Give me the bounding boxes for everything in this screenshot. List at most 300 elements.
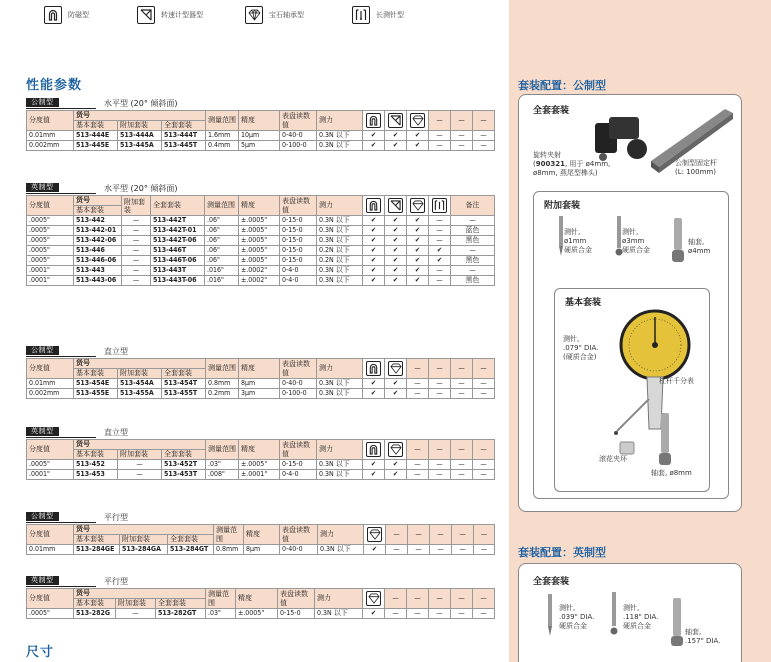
- anti-magnetic-icon: [366, 442, 381, 457]
- table-cell: 0-15-0: [280, 246, 317, 256]
- header-addon: 附加套装: [122, 196, 151, 216]
- table-cell: .0005": [27, 226, 74, 236]
- table-cell: ±.0005": [239, 226, 280, 236]
- table-cell: ±.0001": [239, 470, 280, 480]
- table-cell: —: [118, 470, 162, 480]
- caption-line: 测针,: [623, 604, 640, 612]
- inch-full-set-title: 全套套装: [533, 577, 570, 587]
- table-cell: 0.3N 以下: [318, 545, 364, 555]
- table-cell: 513-442-06: [74, 236, 122, 246]
- table-cell: .0001": [27, 276, 74, 286]
- header-range: 测量范围: [214, 525, 244, 545]
- header-full: 全套套装: [168, 535, 214, 545]
- caption-line: .157" DIA.: [685, 637, 721, 645]
- table-cell: 513-454A: [118, 379, 162, 389]
- anti-magnetic-icon: [366, 113, 381, 128]
- header-dash: —: [429, 359, 451, 379]
- table-row: [27, 460, 495, 470]
- table-cell: 0-4-0: [280, 266, 317, 276]
- table-cell: ✔: [364, 545, 386, 555]
- section-metric-vertical: [26, 344, 495, 399]
- section-title: 平行型: [104, 577, 128, 586]
- table-cell: ±.0005": [239, 236, 280, 246]
- caption-line: 轴套,: [688, 238, 705, 246]
- caption-line: 硬质合金: [564, 246, 592, 254]
- section-title: 平行型: [104, 513, 128, 522]
- table-cell: 0.3N 以下: [317, 460, 363, 470]
- basic-set-title: 基本套装: [565, 298, 602, 308]
- table-cell: ±.0005": [239, 246, 280, 256]
- table-cell: .0005": [27, 256, 74, 266]
- header-accuracy: 精度: [239, 440, 280, 460]
- table-cell: —: [452, 545, 474, 555]
- table-cell: 513-444A: [118, 131, 162, 141]
- table-cell: ✔: [385, 216, 407, 226]
- section-tag: 公制型: [26, 512, 59, 521]
- header-full: 全套套装: [151, 196, 205, 216]
- table-row: [27, 131, 495, 141]
- basic-set-panel: [554, 288, 710, 492]
- header-basic: 基本套装: [74, 599, 116, 609]
- table-cell: 513-445E: [74, 141, 118, 151]
- header-part-no: 货号: [74, 196, 122, 206]
- header-basic: 基本套装: [74, 535, 120, 545]
- table-cell: ✔: [385, 131, 407, 141]
- jewel-bearing-icon: [367, 527, 382, 542]
- table-cell: —: [451, 266, 495, 276]
- header-part-no: 货号: [74, 440, 206, 450]
- table-cell: 513-284GA: [120, 545, 168, 555]
- table-cell: 黑色: [451, 256, 495, 266]
- table-cell: 3μm: [239, 389, 280, 399]
- table-cell: 513-455A: [118, 389, 162, 399]
- header-dash: —: [451, 111, 473, 131]
- table-cell: ✔: [363, 246, 385, 256]
- table-cell: 513-284GE: [74, 545, 120, 555]
- section-title: 水平型 (20° 倾斜面): [104, 184, 178, 193]
- table-cell: ✔: [363, 470, 385, 480]
- header-range: 测量范围: [206, 359, 239, 379]
- header-dash: —: [429, 111, 451, 131]
- clamp-caption-line: ø8mm, 燕尾型榫头): [533, 169, 598, 177]
- header-force: 测力: [317, 359, 363, 379]
- legend-item-long-stylus: [352, 6, 404, 24]
- clamp-caption-line: , 用于 ø4mm,: [564, 160, 611, 168]
- table-cell: ✔: [407, 236, 429, 246]
- clamp-caption-paren: (: [533, 160, 536, 168]
- header-anti-magnetic: [363, 196, 385, 216]
- header-dash: —: [473, 111, 495, 131]
- table-cell: 513-443T: [151, 266, 205, 276]
- spec-table: [26, 110, 495, 151]
- table-cell: —: [473, 389, 495, 399]
- header-part-no: 货号: [74, 111, 206, 121]
- table-cell: —: [451, 460, 473, 470]
- table-cell: ✔: [385, 470, 407, 480]
- table-row: [27, 609, 495, 619]
- clamp-caption-line: 旋转夹射: [533, 151, 561, 159]
- table-cell: ✔: [363, 226, 385, 236]
- header-rotating: [385, 196, 407, 216]
- header-resolution: 分度值: [27, 525, 74, 545]
- table-cell: —: [408, 545, 430, 555]
- table-cell: 10μm: [239, 131, 280, 141]
- table-cell: —: [429, 470, 451, 480]
- table-cell: 0-40-0: [280, 545, 318, 555]
- section-inch-parallel: [26, 574, 495, 619]
- header-range: 测量范围: [206, 440, 239, 460]
- table-cell: —: [473, 460, 495, 470]
- header-reading: 表盘读数值: [280, 440, 317, 460]
- caption-line: 硬质合金: [623, 622, 651, 630]
- header-dash: —: [385, 589, 407, 609]
- table-cell: 513-445T: [162, 141, 206, 151]
- jewel-bearing-icon: [366, 591, 381, 606]
- feature-legend: [44, 4, 424, 26]
- header-dash: —: [407, 589, 429, 609]
- header-resolution: 分度值: [27, 589, 74, 609]
- rod-caption-line: (L: 100mm): [675, 168, 716, 176]
- table-cell: .03": [206, 609, 236, 619]
- header-accuracy: 精度: [239, 196, 280, 216]
- table-cell: 0-15-0: [280, 256, 317, 266]
- table-cell: ✔: [429, 246, 451, 256]
- header-range: 测量范围: [206, 111, 239, 131]
- legend-label: 宝石轴承型: [269, 11, 304, 19]
- caption-line: (硬质合金): [563, 353, 597, 361]
- table-cell: —: [451, 131, 473, 141]
- table-cell: ✔: [363, 389, 385, 399]
- header-dash: —: [407, 359, 429, 379]
- table-cell: 8μm: [244, 545, 280, 555]
- table-cell: —: [429, 266, 451, 276]
- rod-caption: [675, 159, 717, 177]
- table-cell: —: [407, 379, 429, 389]
- table-cell: —: [122, 246, 151, 256]
- header-reading: 表盘读数值: [280, 111, 317, 131]
- table-cell: ✔: [407, 226, 429, 236]
- table-row: [27, 246, 495, 256]
- table-cell: —: [473, 470, 495, 480]
- header-jewel: [363, 589, 385, 609]
- header-force: 测力: [317, 111, 363, 131]
- table-cell: 513-454T: [162, 379, 206, 389]
- table-cell: 0.2N 以下: [317, 246, 363, 256]
- header-dash: —: [429, 440, 451, 460]
- header-basic: 基本套装: [74, 206, 122, 216]
- table-cell: 513-446-06: [74, 256, 122, 266]
- anti-magnetic-icon: [44, 6, 62, 24]
- caption-line: ø1mm: [564, 237, 587, 245]
- table-cell: ±.0002": [239, 276, 280, 286]
- table-cell: 513-445A: [118, 141, 162, 151]
- header-jewel: [407, 196, 429, 216]
- section-metric-parallel: [26, 510, 495, 555]
- table-cell: 513-442T-01: [151, 226, 205, 236]
- table-row: [27, 379, 495, 389]
- table-cell: 0.3N 以下: [315, 609, 363, 619]
- table-cell: ✔: [407, 276, 429, 286]
- header-full: 全套套装: [162, 121, 206, 131]
- table-cell: 513-454E: [74, 379, 118, 389]
- table-cell: 0.2mm: [206, 389, 239, 399]
- table-cell: 513-443: [74, 266, 122, 276]
- caption-line: ø3mm: [622, 237, 645, 245]
- header-resolution: 分度值: [27, 440, 74, 460]
- lever-indicator-caption: 杠杆千分表: [659, 377, 694, 385]
- table-cell: .06": [205, 256, 239, 266]
- header-part-no: 货号: [74, 589, 206, 599]
- section-inch-horizontal: [26, 181, 495, 286]
- header-dash: —: [408, 525, 430, 545]
- table-cell: —: [451, 389, 473, 399]
- section-tag: 公制型: [26, 346, 59, 355]
- table-cell: 0-15-0: [280, 236, 317, 246]
- table-cell: ✔: [385, 379, 407, 389]
- sleeve-157-caption: [685, 628, 720, 646]
- legend-item-rotating: [137, 6, 203, 24]
- table-cell: —: [473, 379, 495, 389]
- header-jewel: [364, 525, 386, 545]
- table-cell: —: [118, 460, 162, 470]
- caption-line: 硬质合金: [559, 622, 587, 630]
- header-part-no: 货号: [74, 359, 206, 369]
- table-cell: ✔: [363, 609, 385, 619]
- header-rotating: [385, 111, 407, 131]
- table-cell: .016": [205, 276, 239, 286]
- table-cell: 513-455T: [162, 389, 206, 399]
- full-set-title: 全套套装: [533, 106, 570, 116]
- table-cell: 513-446T-06: [151, 256, 205, 266]
- header-dash: —: [429, 589, 451, 609]
- table-cell: 0.3N 以下: [317, 266, 363, 276]
- header-force: 测力: [317, 440, 363, 460]
- table-row: [27, 266, 495, 276]
- table-cell: —: [429, 460, 451, 470]
- table-cell: 0-4-0: [280, 470, 317, 480]
- header-range: 测量范围: [206, 589, 236, 609]
- table-cell: ✔: [385, 460, 407, 470]
- table-cell: 0.2N 以下: [317, 256, 363, 266]
- section-tag: 英制型: [26, 427, 59, 436]
- table-cell: 513-282G: [74, 609, 116, 619]
- table-cell: ✔: [385, 256, 407, 266]
- table-cell: ✔: [385, 389, 407, 399]
- table-cell: 0.8mm: [206, 379, 239, 389]
- table-cell: .0001": [27, 266, 74, 276]
- addon-set-panel: [533, 191, 729, 499]
- header-accuracy: 精度: [239, 359, 280, 379]
- caption-line: 轴套,: [685, 628, 702, 636]
- table-row: [27, 226, 495, 236]
- table-row: [27, 389, 495, 399]
- table-cell: —: [122, 236, 151, 246]
- header-reading: 表盘读数值: [278, 589, 315, 609]
- header-basic: 基本套装: [74, 450, 118, 460]
- table-cell: 513-452T: [162, 460, 206, 470]
- anti-magnetic-icon: [366, 361, 381, 376]
- table-cell: 513-444T: [162, 131, 206, 141]
- table-cell: ✔: [407, 256, 429, 266]
- inch-set-panel: [518, 563, 742, 662]
- header-accuracy: 精度: [239, 111, 280, 131]
- sleeve-157-image: [669, 598, 685, 648]
- table-cell: .06": [205, 216, 239, 226]
- table-cell: .0001": [27, 470, 74, 480]
- table-cell: —: [473, 141, 495, 151]
- table-cell: ✔: [363, 131, 385, 141]
- header-anti-magnetic: [363, 359, 385, 379]
- probe-caption: [563, 335, 598, 362]
- table-cell: 0.3N 以下: [317, 236, 363, 246]
- header-dash: —: [474, 525, 495, 545]
- rotating-clamp-icon: [388, 113, 403, 128]
- legend-label: 防磁型: [68, 11, 89, 19]
- table-row: [27, 276, 495, 286]
- table-cell: —: [451, 379, 473, 389]
- header-long-stylus: [429, 196, 451, 216]
- table-cell: ✔: [385, 141, 407, 151]
- stylus-039-caption: [559, 604, 594, 631]
- table-row: [27, 141, 495, 151]
- header-force: 测力: [317, 196, 363, 216]
- table-cell: 蓝色: [451, 226, 495, 236]
- table-cell: ✔: [385, 236, 407, 246]
- spec-table: [26, 358, 495, 399]
- header-dash: —: [473, 359, 495, 379]
- table-row: [27, 545, 495, 555]
- table-cell: 5μm: [239, 141, 280, 151]
- table-cell: 513-442: [74, 216, 122, 226]
- table-cell: 0-40-0: [280, 131, 317, 141]
- table-cell: ✔: [407, 266, 429, 276]
- header-dash: —: [473, 440, 495, 460]
- table-cell: 0-4-0: [280, 276, 317, 286]
- table-cell: ✔: [363, 379, 385, 389]
- table-cell: ✔: [363, 256, 385, 266]
- header-addon: 附加套装: [118, 450, 162, 460]
- section-tag: 英制型: [26, 183, 59, 192]
- table-cell: 0.3N 以下: [317, 379, 363, 389]
- header-basic: 基本套装: [74, 369, 118, 379]
- table-cell: —: [429, 276, 451, 286]
- table-cell: ✔: [407, 216, 429, 226]
- table-cell: —: [451, 216, 495, 226]
- header-anti-magnetic: [363, 440, 385, 460]
- rotating-clamp-icon: [137, 6, 155, 24]
- table-cell: 0.002mm: [27, 389, 74, 399]
- table-cell: ✔: [363, 141, 385, 151]
- header-part-no: 货号: [74, 525, 214, 535]
- table-cell: 513-446: [74, 246, 122, 256]
- section-tag: 公制型: [26, 98, 59, 107]
- header-dash: —: [451, 589, 473, 609]
- table-cell: .03": [206, 460, 239, 470]
- table-cell: 513-452: [74, 460, 118, 470]
- table-cell: 0-100-0: [280, 141, 317, 151]
- header-dash: —: [430, 525, 452, 545]
- table-cell: —: [473, 609, 495, 619]
- table-cell: 0-15-0: [280, 460, 317, 470]
- table-cell: —: [122, 256, 151, 266]
- table-cell: ✔: [363, 266, 385, 276]
- stylus-3mm-caption: [622, 228, 650, 255]
- table-cell: 513-453: [74, 470, 118, 480]
- header-addon: 附加套装: [118, 121, 162, 131]
- table-cell: —: [451, 141, 473, 151]
- section-tag: 英制型: [26, 576, 59, 585]
- header-force: 测力: [315, 589, 363, 609]
- header-jewel: [385, 359, 407, 379]
- table-cell: ✔: [363, 216, 385, 226]
- table-cell: ✔: [363, 276, 385, 286]
- performance-title: 性能参数: [26, 78, 83, 93]
- header-jewel: [407, 111, 429, 131]
- table-cell: 0.3N 以下: [317, 131, 363, 141]
- table-cell: ±.0005": [236, 609, 278, 619]
- header-force: 测力: [318, 525, 364, 545]
- table-cell: 0.3N 以下: [317, 276, 363, 286]
- table-cell: ✔: [385, 226, 407, 236]
- table-cell: 0.3N 以下: [317, 216, 363, 226]
- sleeve-4mm-caption: [688, 238, 710, 256]
- table-row: [27, 256, 495, 266]
- table-cell: 黑色: [451, 236, 495, 246]
- caption-line: 硬质合金: [622, 246, 650, 254]
- clamp-caption: [533, 151, 610, 178]
- header-accuracy: 精度: [236, 589, 278, 609]
- header-dash: —: [473, 589, 495, 609]
- table-cell: —: [429, 141, 451, 151]
- table-cell: 8μm: [239, 379, 280, 389]
- table-cell: 1.6mm: [206, 131, 239, 141]
- header-anti-magnetic: [363, 111, 385, 131]
- table-cell: —: [116, 609, 156, 619]
- caption-line: 测针,: [559, 604, 576, 612]
- caption-line: ø4mm: [688, 247, 711, 255]
- table-cell: ✔: [363, 460, 385, 470]
- table-cell: 0.3N 以下: [317, 389, 363, 399]
- stylus-039-image: [545, 594, 555, 638]
- table-cell: —: [451, 246, 495, 256]
- rotating-clamp-icon: [388, 198, 403, 213]
- caption-line: .039" DIA.: [559, 613, 595, 621]
- header-accuracy: 精度: [244, 525, 280, 545]
- header-dash: —: [451, 440, 473, 460]
- table-cell: —: [122, 276, 151, 286]
- table-cell: 0.3N 以下: [317, 141, 363, 151]
- table-cell: 513-444E: [74, 131, 118, 141]
- header-reading: 表盘读数值: [280, 359, 317, 379]
- table-cell: 0.4mm: [206, 141, 239, 151]
- table-cell: 0.01mm: [27, 379, 74, 389]
- table-cell: —: [385, 609, 407, 619]
- spec-table: [26, 588, 495, 619]
- table-cell: .0005": [27, 216, 74, 226]
- table-cell: 513-443-06: [74, 276, 122, 286]
- table-cell: —: [407, 460, 429, 470]
- table-cell: 513-442T: [151, 216, 205, 226]
- size-title: 尺寸: [26, 645, 55, 660]
- table-cell: ✔: [385, 266, 407, 276]
- long-stylus-icon: [352, 6, 370, 24]
- table-cell: —: [429, 609, 451, 619]
- anti-magnetic-icon: [366, 198, 381, 213]
- table-cell: —: [430, 545, 452, 555]
- jewel-bearing-icon: [245, 6, 263, 24]
- table-cell: ✔: [407, 246, 429, 256]
- header-addon: 附加套装: [118, 369, 162, 379]
